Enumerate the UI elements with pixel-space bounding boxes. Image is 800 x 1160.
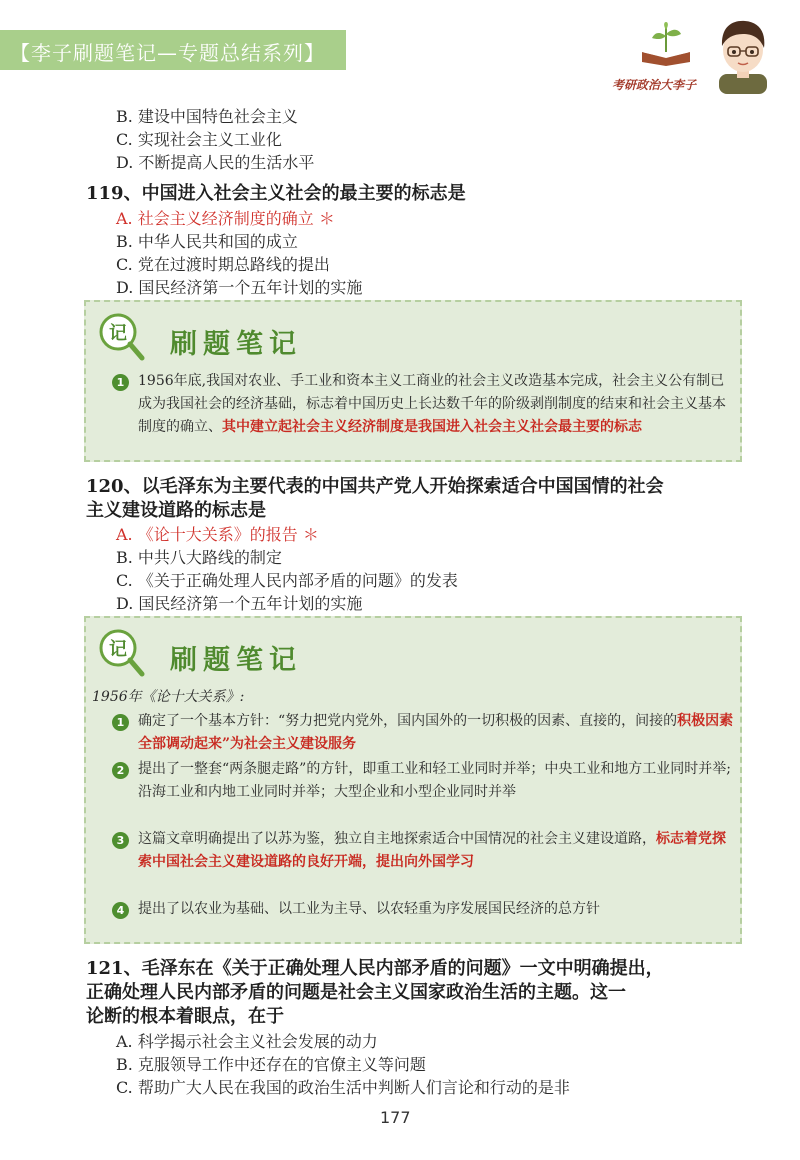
page-number: 177 — [380, 1108, 411, 1127]
note-icon-label: 记 — [109, 639, 127, 660]
note-item — [138, 370, 734, 439]
cartoon-avatar-icon — [713, 16, 773, 94]
note-item — [138, 898, 734, 921]
note-item-text: 确定了一个基本方针：“努力把党内党外，国内国外的一切积极的因素、直接的，间接的 — [138, 713, 678, 729]
note-subtitle: 1956年《论十大关系》: — [92, 689, 245, 705]
study-note-box — [84, 616, 742, 944]
question-stem-continued: 正确处理人民内部矛盾的问题是社会主义国家政治生活的主题。这一 — [86, 982, 626, 1003]
question-stem: 121、毛泽东在《关于正确处理人民内部矛盾的问题》一文中明确提出， — [86, 958, 664, 979]
brand-name: 考研政治大李子 — [612, 78, 697, 92]
note-bullet-number: 4 — [112, 902, 129, 919]
option-text: D. 不断提高人民的生活水平 — [116, 153, 315, 172]
book-sprout-icon — [636, 22, 696, 66]
note-item-text: 这篇文章明确提出了以苏为鉴，独立自主地探索适合中国情况的社会主义建设道路， — [138, 831, 656, 847]
note-header — [94, 310, 354, 362]
note-item — [138, 758, 734, 804]
option-text: A. 科学揭示社会主义社会发展的动力 — [116, 1032, 378, 1051]
option-text: C. 实现社会主义工业化 — [116, 130, 282, 149]
note-icon-label: 记 — [109, 323, 127, 344]
question-stem-continued: 论断的根本着眼点，在于 — [86, 1006, 284, 1027]
question-stem: 120、以毛泽东为主要代表的中国共产党人开始探索适合中国国情的社会 — [86, 476, 664, 497]
note-title: 刷题笔记 — [170, 329, 302, 360]
option-text: B. 建设中国特色社会主义 — [116, 107, 298, 126]
magnifier-note-icon — [94, 626, 150, 678]
study-note-box — [84, 300, 742, 462]
option-text: D. 国民经济第一个五年计划的实施 — [116, 278, 363, 297]
note-header — [94, 626, 354, 678]
note-item-highlight: 其中建立起社会主义经济制度是我国进入社会主义社会最主要的标志 — [222, 419, 642, 435]
series-banner-text: 【李子刷题笔记—专题总结系列】 — [10, 41, 325, 65]
note-item-highlight: 积极因素全部调动起来”为社会主义建设服务 — [138, 713, 734, 752]
note-bullet-number: 1 — [112, 714, 129, 731]
note-item — [138, 710, 734, 756]
note-item — [138, 828, 734, 874]
correct-option: A. 社会主义经济制度的确立 ＊ — [116, 209, 335, 228]
option-text: B. 克服领导工作中还存在的官僚主义等问题 — [116, 1055, 426, 1074]
question-stem-continued: 主义建设道路的标志是 — [86, 500, 266, 521]
note-item-text: 提出了一整套“两条腿走路”的方针，即重工业和轻工业同时并举；中央工业和地方工业同时并举;沿海工业和内地工业同时并举；大型企业和小型企业同时并举 — [138, 761, 732, 800]
note-item-text: 1956年底,我国对农业、手工业和资本主义工商业的社会主义改造基本完成，社会主义公有制已成为我国社会的经济基础，标志着中国历史上长达数千年的阶级剥削制度的结束和社会主义基本制度的确立、 — [138, 373, 726, 435]
magnifier-note-icon — [94, 310, 150, 362]
option-text: C. 《关于正确处理人民内部矛盾的问题》的发表 — [116, 571, 458, 590]
question-stem: 119、中国进入社会主义社会的最主要的标志是 — [86, 183, 466, 204]
note-item-highlight: 标志着党探索中国社会主义建设道路的良好开端，提出向外国学习 — [138, 831, 726, 870]
option-text: D. 国民经济第一个五年计划的实施 — [116, 594, 363, 613]
option-text: C. 帮助广大人民在我国的政治生活中判断人们言论和行动的是非 — [116, 1078, 570, 1097]
note-item-text: 提出了以农业为基础、以工业为主导、以农轻重为序发展国民经济的总方针 — [138, 901, 600, 917]
series-banner — [0, 30, 346, 70]
note-bullet-number: 1 — [112, 374, 129, 391]
note-bullet-number: 3 — [112, 832, 129, 849]
note-title: 刷题笔记 — [170, 645, 302, 676]
correct-option: A. 《论十大关系》的报告 ＊ — [116, 525, 319, 544]
option-text: C. 党在过渡时期总路线的提出 — [116, 255, 330, 274]
option-text: B. 中华人民共和国的成立 — [116, 232, 298, 251]
note-bullet-number: 2 — [112, 762, 129, 779]
option-text: B. 中共八大路线的制定 — [116, 548, 282, 567]
